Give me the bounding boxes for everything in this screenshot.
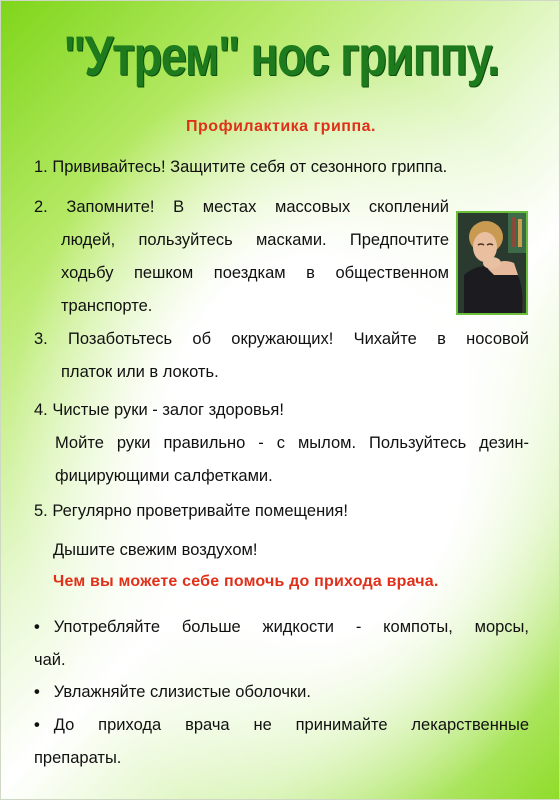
poster-title: "Утрем" нос гриппу. [63, 24, 499, 87]
help-heading: Чем вы можете себе помочь до прихода врача. [53, 573, 439, 590]
bullet-1-line-2: чай. [34, 651, 66, 669]
bullet-dot: • [34, 683, 40, 701]
item-4 [34, 394, 529, 493]
bullet-1 [34, 611, 529, 677]
bullet-2-text: Увлажняйте слизистые оболочки. [53, 683, 311, 701]
sneezing-person-photo [456, 211, 528, 315]
item-2-line-1: 2. Запомните! В местах массовых скоплений [34, 198, 449, 216]
item-2-line-2: людей, пользуйтесь масками. Предпочтите [61, 231, 449, 249]
bullet-1-line-1 [34, 611, 529, 644]
poster-subtitle: Профилактика гриппа. [186, 118, 376, 135]
bullet-2 [34, 676, 529, 709]
bullet-3-text: До прихода врача не принимайте лекарственные [53, 716, 529, 734]
bullet-1-text: Употребляйте больше жидкости - компоты, морсы, [53, 618, 529, 636]
item-4-line-1: 4. Чистые руки - залог здоровья! [34, 401, 284, 419]
item-2 [34, 191, 449, 323]
item-2-line-4: транспорте. [61, 297, 153, 315]
item-5-line-2: Дышите свежим воздухом! [53, 541, 258, 559]
item-5-line-1: 5. Регулярно проветривайте помещения! [34, 502, 348, 520]
bullet-3-line-2: препараты. [34, 749, 122, 767]
item-3-line-1: 3. Позаботьтесь об окружающих! Чихайте в носовой [34, 330, 529, 348]
item-1 [34, 151, 534, 184]
item-4-line-2: Мойте руки правильно - с мылом. Пользуйтесь дезин- [55, 434, 529, 452]
sneezing-person-illustration [458, 213, 526, 313]
item-3-line-2: платок или в локоть. [61, 363, 219, 381]
item-3 [34, 323, 529, 389]
item-5 [34, 495, 529, 567]
item-2-line-3: ходьбу пешком поездкам в общественном [61, 264, 449, 282]
item-4-line-3: фицирующими салфетками. [55, 467, 273, 485]
bullet-2-line-1 [34, 676, 529, 709]
bullet-3 [34, 709, 529, 775]
item-1-line-1: 1. Прививайтесь! Защитите себя от сезонного гриппа. [34, 158, 448, 176]
bullet-3-line-1 [34, 709, 529, 742]
bullet-dot: • [34, 618, 40, 636]
bullet-dot: • [34, 716, 40, 734]
